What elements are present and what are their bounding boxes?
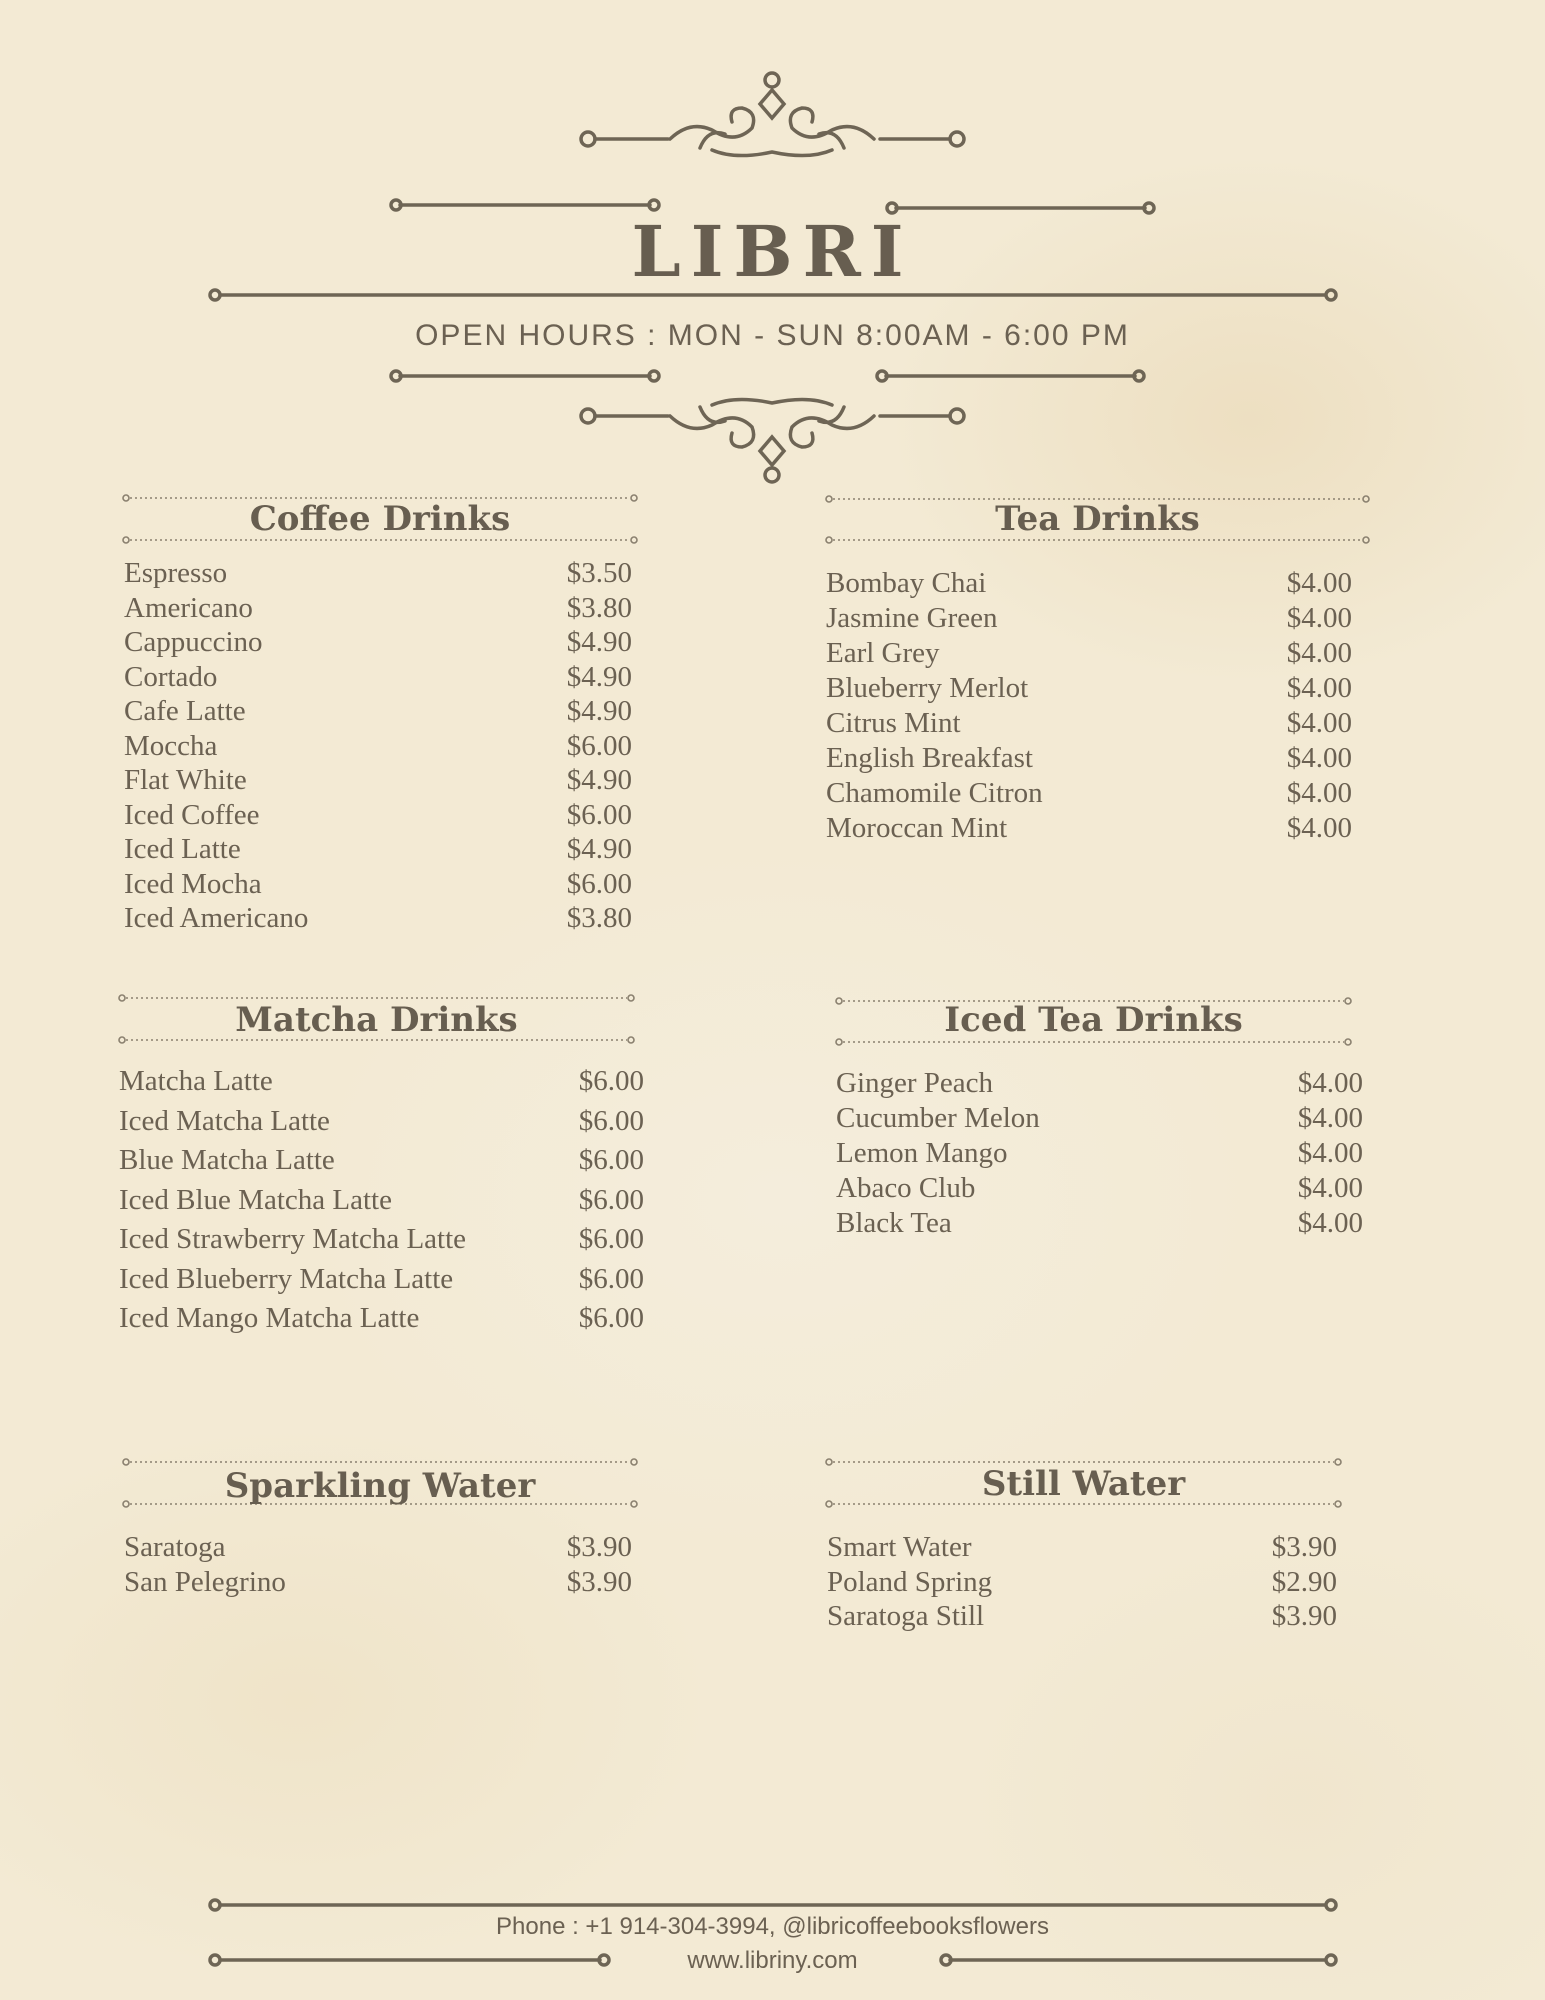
section-title-coffee: Coffee Drinks (249, 499, 511, 539)
menu-item-name: Espresso (124, 557, 228, 589)
menu-item (124, 625, 632, 659)
menu-item-name: Cucumber Melon (836, 1102, 1040, 1134)
menu-item-price: $4.90 (566, 626, 632, 658)
menu-item (836, 1101, 1363, 1135)
menu-item-price: $6.00 (578, 1262, 644, 1295)
menu-item-price: $6.00 (578, 1065, 644, 1097)
footer-website[interactable]: www.libriny.com (687, 1947, 858, 1974)
bottom-ornament (581, 399, 964, 482)
menu-item-price: $3.90 (1271, 1600, 1337, 1632)
menu-item-name: Ginger Peach (836, 1067, 994, 1099)
menu-item (826, 811, 1352, 845)
menu-item (124, 660, 632, 694)
menu-item-price: $4.90 (566, 764, 632, 796)
menu-item (826, 706, 1352, 740)
section-title-still: Still Water (981, 1464, 1186, 1504)
menu-item (124, 901, 632, 935)
menu-item-name: Earl Grey (826, 637, 940, 669)
menu-item (826, 741, 1352, 775)
menu-item-price: $6.00 (578, 1183, 644, 1216)
section-title-tea: Tea Drinks (995, 499, 1200, 539)
menu-item (124, 694, 632, 728)
menu-item-name: Iced Matcha Latte (119, 1104, 330, 1137)
menu-item-name: English Breakfast (826, 742, 1033, 774)
menu-item (827, 1565, 1337, 1599)
menu-item-price: $4.00 (1297, 1207, 1363, 1239)
menu-item-name: Americano (124, 591, 253, 624)
menu-item (124, 1565, 632, 1599)
menu-item (119, 1262, 644, 1296)
menu-item-name: Bombay Chai (826, 567, 987, 599)
menu-item-price: $6.00 (578, 1223, 644, 1255)
menu-item-name: Iced Coffee (124, 798, 260, 831)
menu-item-price: $4.00 (1286, 707, 1352, 739)
menu-item-price: $3.80 (566, 902, 632, 934)
menu-item-name: Saratoga (124, 1531, 226, 1563)
menu-item-name: Blue Matcha Latte (119, 1144, 335, 1176)
menu-item-name: Blueberry Merlot (826, 672, 1029, 704)
menu-item-name: Jasmine Green (826, 602, 998, 634)
menu-item-name: Citrus Mint (826, 707, 961, 739)
menu-item-price: $4.00 (1286, 637, 1352, 669)
menu-item-price: $4.00 (1286, 567, 1352, 599)
menu-item-name: Cafe Latte (124, 695, 246, 727)
footer-contact: Phone : +1 914-304-3994, @libricoffeebooksflowers (496, 1913, 1049, 1940)
menu-item-price: $6.00 (566, 798, 632, 831)
menu-item-price: $3.90 (566, 1566, 632, 1598)
menu-item-name: San Pelegrino (124, 1566, 286, 1598)
menu-item-price: $4.90 (566, 660, 632, 693)
menu-item-name: Moccha (124, 729, 218, 762)
menu-item (119, 1143, 644, 1177)
menu-item-price: $3.90 (1271, 1531, 1337, 1563)
menu-item-price: $6.00 (578, 1302, 644, 1334)
menu-item-name: Lemon Mango (836, 1137, 1008, 1169)
menu-item (119, 1183, 644, 1217)
menu-item-name: Cortado (124, 660, 218, 693)
section-title-iced-tea: Iced Tea Drinks (944, 1000, 1243, 1040)
menu-item (826, 636, 1352, 670)
menu-item (826, 566, 1352, 600)
menu-item-name: Iced Americano (124, 902, 309, 934)
menu-item-name: Abaco Club (836, 1172, 976, 1204)
menu-item-name: Black Tea (836, 1207, 952, 1239)
menu-item-price: $4.00 (1286, 777, 1352, 809)
menu-item (827, 1599, 1337, 1633)
menu-item (119, 1301, 644, 1335)
menu-item (119, 1064, 644, 1098)
section-title-sparkling: Sparkling Water (224, 1466, 536, 1506)
menu-item-price: $4.00 (1286, 602, 1352, 634)
menu-item (826, 776, 1352, 810)
menu-item (836, 1206, 1363, 1240)
top-ornament (581, 73, 964, 156)
menu-item (826, 601, 1352, 635)
menu-item (827, 1530, 1337, 1564)
menu-item-name: Moroccan Mint (826, 812, 1008, 844)
menu-item-price: $3.90 (566, 1531, 632, 1563)
menu-item-price: $3.50 (566, 557, 632, 589)
menu-item-name: Flat White (124, 764, 247, 796)
menu-item (124, 1530, 632, 1564)
open-hours: OPEN HOURS : MON - SUN 8:00AM - 6:00 PM (415, 319, 1130, 352)
menu-item-name: Cappuccino (124, 626, 263, 658)
menu-item (836, 1136, 1363, 1170)
menu-item-name: Poland Spring (827, 1565, 993, 1598)
menu-item-price: $4.90 (566, 695, 632, 727)
menu-item (124, 798, 632, 832)
menu-item-price: $4.00 (1297, 1102, 1363, 1134)
menu-item-price: $4.00 (1297, 1137, 1363, 1169)
menu-item (124, 763, 632, 797)
menu-item-price: $4.00 (1297, 1172, 1363, 1204)
menu-item-name: Chamomile Citron (826, 777, 1043, 809)
menu-item-price: $4.00 (1286, 742, 1352, 774)
section-title-matcha: Matcha Drinks (235, 1000, 518, 1040)
menu-item-price: $4.00 (1286, 672, 1352, 704)
menu-item (124, 867, 632, 901)
menu-item-price: $4.00 (1297, 1067, 1363, 1099)
menu-item (124, 556, 632, 590)
menu-item (124, 591, 632, 625)
menu-item-price: $3.80 (566, 591, 632, 624)
menu-item-price: $6.00 (578, 1144, 644, 1176)
menu-item-name: Matcha Latte (119, 1065, 273, 1097)
menu-item-price: $6.00 (578, 1104, 644, 1137)
menu-item-name: Smart Water (827, 1531, 972, 1563)
menu-item-price: $4.00 (1286, 812, 1352, 844)
menu-item (119, 1222, 644, 1256)
menu-item-name: Iced Latte (124, 833, 241, 865)
menu-item-name: Iced Mango Matcha Latte (119, 1302, 420, 1334)
menu-item-name: Iced Strawberry Matcha Latte (119, 1223, 467, 1255)
menu-item (836, 1171, 1363, 1205)
menu-item-name: Iced Blue Matcha Latte (119, 1183, 392, 1216)
menu-item-price: $4.90 (566, 833, 632, 865)
menu-item-name: Iced Mocha (124, 867, 262, 900)
menu-item (124, 729, 632, 763)
menu-item (836, 1066, 1363, 1100)
brand-title: LIBRI (631, 210, 914, 293)
menu-item (826, 671, 1352, 705)
menu-item-price: $2.90 (1271, 1565, 1337, 1598)
menu-item (124, 832, 632, 866)
menu-item-name: Iced Blueberry Matcha Latte (119, 1262, 454, 1295)
menu-item (119, 1104, 644, 1138)
menu-item-price: $6.00 (566, 729, 632, 762)
menu-item-name: Saratoga Still (827, 1600, 985, 1632)
menu-item-price: $6.00 (566, 867, 632, 900)
